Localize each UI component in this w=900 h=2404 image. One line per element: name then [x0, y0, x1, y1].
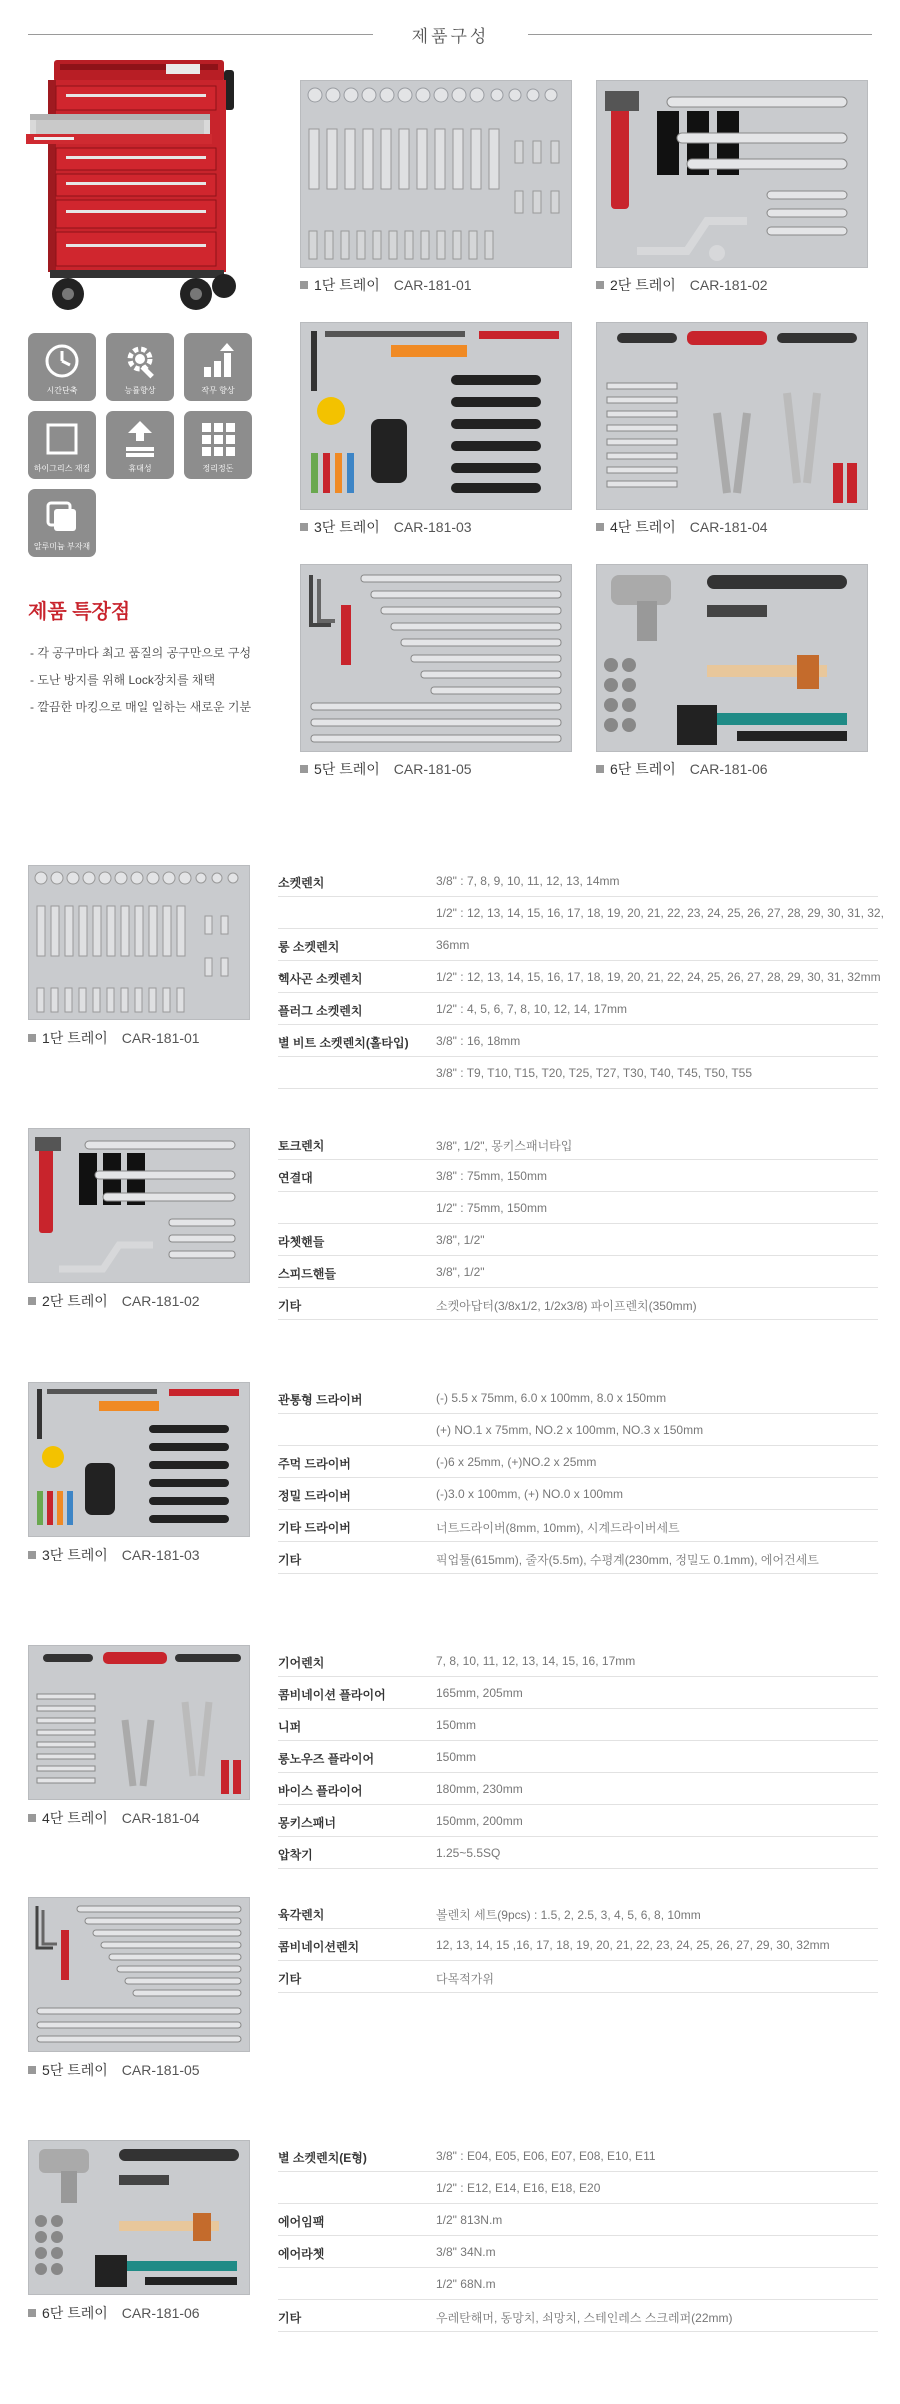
spec-row	[278, 1414, 878, 1446]
spec-row	[278, 1160, 878, 1192]
spec-name: 에어라쳇	[278, 2247, 325, 2261]
bullet-square-icon	[596, 523, 604, 531]
feature-tile-material	[28, 411, 96, 479]
spec-row	[278, 1929, 878, 1961]
spec-name: 기타 드라이버	[278, 1521, 351, 1535]
spec-value: 3/8" : 7, 8, 9, 10, 11, 12, 13, 14mm	[436, 874, 620, 888]
spec-value: 1/2" : 75mm, 150mm	[436, 1201, 547, 1215]
spec-1-thumbnail	[28, 865, 250, 1020]
spec-value: 다목적가위	[436, 1972, 494, 1986]
tray-label: 2단 트레이	[42, 1293, 108, 1309]
spec-row	[278, 1805, 878, 1837]
spec-row	[278, 1057, 878, 1089]
spec-row	[278, 1510, 878, 1542]
tray-code: CAR-181-03	[393, 519, 472, 535]
spec-value: 1/2" : 12, 13, 14, 15, 16, 17, 18, 19, 20, 21, 22, 24, 25, 26, 27, 28, 29, 30, 31, 32mm	[436, 970, 881, 984]
tray-label: 4단 트레이	[610, 519, 676, 535]
tray-caption	[596, 759, 768, 779]
bullet-square-icon	[596, 765, 604, 773]
spec-value: 3/8", 1/2"	[436, 1265, 485, 1279]
spec-value: (-)6 x 25mm, (+)NO.2 x 25mm	[436, 1455, 597, 1469]
spec-table	[278, 1897, 878, 1993]
spec-row	[278, 1645, 878, 1677]
tray-4-image	[596, 322, 868, 510]
spec-value: 픽업툴(615mm), 줄자(5.5m), 수평계(230mm, 정밀도 0.1mm), 에어건세트	[436, 1553, 819, 1567]
tray-6-image	[596, 564, 868, 752]
feature-label: 하이그리스 재질	[33, 464, 91, 473]
spec-name: 플러그 소켓렌치	[278, 1004, 363, 1018]
spec-5-thumbnail	[28, 1897, 250, 2052]
tray-code: CAR-181-01	[121, 1030, 200, 1046]
feature-tile-portability	[106, 411, 174, 479]
bullet-square-icon	[596, 281, 604, 289]
feature-label: 정리정돈	[202, 464, 234, 473]
tray-label: 6단 트레이	[610, 761, 676, 777]
spec-value: 소켓아답터(3/8x1/2, 1/2x3/8) 파이프렌치(350mm)	[436, 1299, 697, 1313]
spec-caption	[28, 1028, 200, 1048]
bullet-square-icon	[28, 1034, 36, 1042]
feature-bullet: - 깔끔한 마킹으로 매일 일하는 새로운 기분	[30, 700, 252, 714]
spec-value: (+) NO.1 x 75mm, NO.2 x 100mm, NO.3 x 150mm	[436, 1423, 704, 1437]
tray-2-image	[596, 80, 868, 268]
lift-arrow-icon	[120, 419, 160, 459]
tray-caption	[300, 759, 472, 779]
spec-value: 36mm	[436, 938, 470, 952]
spec-row	[278, 897, 884, 929]
spec-value: 150mm, 200mm	[436, 1814, 523, 1828]
bullet-square-icon	[300, 765, 308, 773]
tray-label: 3단 트레이	[314, 519, 380, 535]
tray-label: 4단 트레이	[42, 1810, 108, 1826]
tray-code: CAR-181-04	[689, 519, 768, 535]
feature-label: 시간단축	[46, 386, 78, 395]
spec-value: (-)3.0 x 100mm, (+) NO.0 x 100mm	[436, 1487, 624, 1501]
spec-name: 기타	[278, 1553, 302, 1567]
bullet-square-icon	[28, 2309, 36, 2317]
spec-row	[278, 1709, 878, 1741]
tray-caption	[596, 275, 768, 295]
material-icon	[42, 419, 82, 459]
spec-value: 1/2" 68N.m	[436, 2277, 496, 2291]
spec-row	[278, 2140, 878, 2172]
feature-label: 능률향상	[124, 386, 156, 395]
spec-row	[278, 1288, 878, 1320]
spec-name: 기타	[278, 2311, 302, 2325]
spec-table	[278, 1645, 878, 1869]
tray-5-image	[300, 564, 572, 752]
tray-label: 5단 트레이	[314, 761, 380, 777]
aluminum-icon	[42, 497, 82, 537]
tray-code: CAR-181-01	[393, 277, 472, 293]
spec-row	[278, 1382, 878, 1414]
spec-row	[278, 993, 878, 1025]
header-divider-right	[528, 34, 872, 35]
feature-label: 알루미늄 부자재	[33, 542, 91, 551]
spec-row	[278, 865, 878, 897]
spec-table	[278, 865, 884, 1089]
spec-name: 압착기	[278, 1848, 313, 1862]
spec-name: 기어렌치	[278, 1656, 325, 1670]
spec-row	[278, 2172, 878, 2204]
tray-label: 5단 트레이	[42, 2062, 108, 2078]
spec-row	[278, 1256, 878, 1288]
tray-label: 1단 트레이	[314, 277, 380, 293]
tray-code: CAR-181-05	[121, 2062, 200, 2078]
features-list	[30, 640, 251, 721]
spec-row	[278, 1478, 878, 1510]
spec-name: 정밀 드라이버	[278, 1489, 351, 1503]
spec-2-thumbnail	[28, 1128, 250, 1283]
spec-value: 1/2" : E12, E14, E16, E18, E20	[436, 2181, 601, 2195]
spec-caption	[28, 1808, 200, 1828]
spec-row	[278, 2300, 878, 2332]
spec-name: 롱노우즈 플라이어	[278, 1752, 375, 1766]
spec-value: (-) 5.5 x 75mm, 6.0 x 100mm, 8.0 x 150mm	[436, 1391, 667, 1405]
spec-row	[278, 1677, 878, 1709]
spec-row	[278, 929, 878, 961]
page-title: 제품구성	[411, 27, 490, 46]
spec-value: 볼렌치 세트(9pcs) : 1.5, 2, 2.5, 3, 4, 5, 6, 8, 10mm	[436, 1908, 701, 1922]
tray-code: CAR-181-06	[689, 761, 768, 777]
spec-value: 1/2" : 4, 5, 6, 7, 8, 10, 12, 14, 17mm	[436, 1002, 628, 1016]
spec-name: 기타	[278, 1299, 302, 1313]
spec-value: 1/2" 813N.m	[436, 2213, 503, 2227]
spec-value: 7, 8, 10, 11, 12, 13, 14, 15, 16, 17mm	[436, 1654, 636, 1668]
feature-bullet: - 도난 방지를 위해 Lock장치를 채택	[30, 673, 216, 687]
spec-name: 육각렌치	[278, 1908, 325, 1922]
spec-row	[278, 2204, 878, 2236]
spec-name: 에어임팩	[278, 2215, 325, 2229]
spec-value: 우레탄해머, 동망치, 쇠망치, 스테인레스 스크레퍼(22mm)	[436, 2311, 733, 2325]
tray-label: 6단 트레이	[42, 2305, 108, 2321]
spec-name: 토크렌치	[278, 1139, 325, 1153]
tray-label: 3단 트레이	[42, 1547, 108, 1563]
spec-name: 별 비트 소켓렌치(홀타입)	[278, 1036, 409, 1050]
spec-value: 3/8" : 16, 18mm	[436, 1034, 521, 1048]
grid-icon	[198, 419, 238, 459]
spec-value: 너트드라이버(8mm, 10mm), 시계드라이버세트	[436, 1521, 680, 1535]
clock-icon	[42, 341, 82, 381]
spec-row	[278, 1446, 878, 1478]
spec-row	[278, 1837, 878, 1869]
feature-tile-efficiency	[106, 333, 174, 401]
spec-name: 헥사곤 소켓렌치	[278, 972, 363, 986]
spec-row	[278, 2236, 878, 2268]
tray-label: 2단 트레이	[610, 277, 676, 293]
spec-name: 관통형 드라이버	[278, 1393, 363, 1407]
spec-value: 165mm, 205mm	[436, 1686, 523, 1700]
spec-caption	[28, 1291, 200, 1311]
spec-6-thumbnail	[28, 2140, 250, 2295]
spec-row	[278, 2268, 878, 2300]
bullet-square-icon	[300, 523, 308, 531]
feature-tile-aluminum	[28, 489, 96, 557]
spec-name: 몽키스패너	[278, 1816, 336, 1830]
spec-name: 롱 소켓렌치	[278, 940, 340, 954]
feature-label: 작무 향상	[201, 386, 235, 395]
spec-name: 콤비네이션 플라이어	[278, 1688, 386, 1702]
tray-code: CAR-181-06	[121, 2305, 200, 2321]
spec-3-thumbnail	[28, 1382, 250, 1537]
header-divider-left	[28, 34, 373, 35]
tray-label: 1단 트레이	[42, 1030, 108, 1046]
spec-value: 1/2" : 12, 13, 14, 15, 16, 17, 18, 19, 20, 21, 22, 23, 24, 25, 26, 27, 28, 29, 30, 31, 32,	[436, 906, 884, 920]
spec-value: 150mm	[436, 1718, 477, 1732]
spec-row	[278, 1128, 878, 1160]
spec-row	[278, 1542, 878, 1574]
spec-row	[278, 1224, 878, 1256]
tray-3-image	[300, 322, 572, 510]
feature-tile-improvement	[184, 333, 252, 401]
spec-name: 니퍼	[278, 1720, 302, 1734]
spec-name: 기타	[278, 1972, 302, 1986]
spec-row	[278, 1025, 878, 1057]
bullet-square-icon	[28, 1814, 36, 1822]
tool-cabinet-image	[26, 58, 246, 320]
tray-code: CAR-181-05	[393, 761, 472, 777]
feature-tile-organize	[184, 411, 252, 479]
spec-name: 별 소켓렌치(E형)	[278, 2151, 367, 2165]
spec-caption	[28, 2303, 200, 2323]
spec-value: 150mm	[436, 1750, 477, 1764]
spec-table	[278, 1382, 878, 1574]
tray-caption	[596, 517, 768, 537]
spec-value: 3/8", 1/2"	[436, 1233, 485, 1247]
bullet-square-icon	[28, 1297, 36, 1305]
spec-row	[278, 1773, 878, 1805]
spec-value: 180mm, 230mm	[436, 1782, 523, 1796]
features-title: 제품 특장점	[28, 601, 131, 623]
section-header	[0, 22, 900, 46]
spec-value: 3/8", 1/2", 몽키스패너타입	[436, 1139, 573, 1153]
tray-code: CAR-181-02	[121, 1293, 200, 1309]
spec-value: 3/8" : T9, T10, T15, T20, T25, T27, T30, T40, T45, T50, T55	[436, 1066, 753, 1080]
tray-code: CAR-181-02	[689, 277, 768, 293]
feature-bullet: - 각 공구마다 최고 품질의 공구만으로 구성	[30, 646, 252, 660]
bullet-square-icon	[300, 281, 308, 289]
gear-wrench-icon	[120, 341, 160, 381]
spec-value: 3/8" : 75mm, 150mm	[436, 1169, 547, 1183]
spec-4-thumbnail	[28, 1645, 250, 1800]
tray-code: CAR-181-04	[121, 1810, 200, 1826]
spec-value: 12, 13, 14, 15 ,16, 17, 18, 19, 20, 21, 22, 23, 24, 25, 26, 27, 29, 30, 32mm	[436, 1938, 830, 1952]
bullet-square-icon	[28, 1551, 36, 1559]
tray-caption	[300, 275, 472, 295]
spec-caption	[28, 2060, 200, 2080]
bullet-square-icon	[28, 2066, 36, 2074]
spec-value: 3/8" 34N.m	[436, 2245, 496, 2259]
bar-growth-icon	[198, 341, 238, 381]
spec-name: 바이스 플라이어	[278, 1784, 363, 1798]
spec-row	[278, 1741, 878, 1773]
spec-name: 스피드핸들	[278, 1267, 336, 1281]
spec-caption	[28, 1545, 200, 1565]
spec-row	[278, 1897, 878, 1929]
spec-value: 3/8" : E04, E05, E06, E07, E08, E10, E11	[436, 2149, 656, 2163]
tray-code: CAR-181-03	[121, 1547, 200, 1563]
spec-row	[278, 1192, 878, 1224]
feature-tile-time	[28, 333, 96, 401]
spec-name: 연결대	[278, 1171, 313, 1185]
spec-name: 주먹 드라이버	[278, 1457, 351, 1471]
spec-row	[278, 961, 881, 993]
spec-value: 1.25~5.5SQ	[436, 1846, 501, 1860]
spec-table	[278, 1128, 878, 1320]
spec-name: 라쳇핸들	[278, 1235, 325, 1249]
spec-name: 콤비네이션렌치	[278, 1940, 360, 1954]
spec-row	[278, 1961, 878, 1993]
tray-caption	[300, 517, 472, 537]
spec-name: 소켓렌치	[278, 876, 325, 890]
spec-table	[278, 2140, 878, 2332]
feature-label: 휴대성	[128, 464, 152, 473]
tray-1-image	[300, 80, 572, 268]
